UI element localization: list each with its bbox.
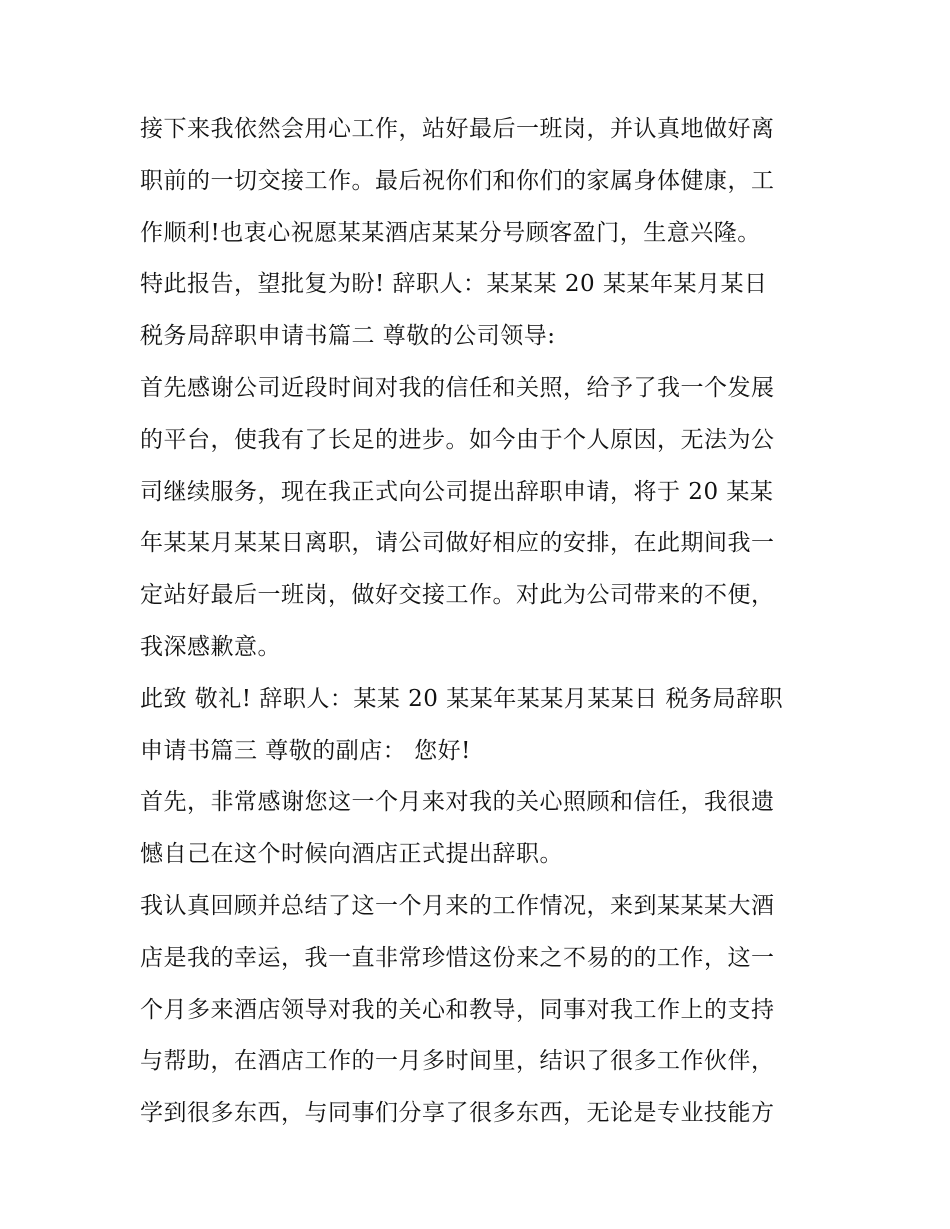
text-line: 我深感歉意。 xyxy=(140,633,281,660)
text-line: 此致 敬礼! 辞职人：某某 20 某某年某某月某某日 税务局辞职 xyxy=(140,685,784,712)
text-line: 与帮助，在酒店工作的一月多时间里，结识了很多工作伙伴， xyxy=(140,1048,775,1075)
text-line: 的平台，使我有了长足的进步。如今由于个人原因，无法为公 xyxy=(140,426,775,453)
text-line: 我认真回顾并总结了这一个月来的工作情况，来到某某某大酒 xyxy=(140,892,775,919)
text-line: 申请书篇三 尊敬的副店： 您好! xyxy=(140,737,471,764)
text-line: 职前的一切交接工作。最后祝你们和你们的家属身体健康，工 xyxy=(140,167,775,194)
text-line: 税务局辞职申请书篇二 尊敬的公司领导: xyxy=(140,323,556,350)
text-line: 店是我的幸运，我一直非常珍惜这份来之不易的的工作，这一 xyxy=(140,944,775,971)
text-line: 司继续服务，现在我正式向公司提出辞职申请，将于 20 某某 xyxy=(140,478,774,505)
text-line: 憾自己在这个时候向酒店正式提出辞职。 xyxy=(140,841,563,868)
document-body xyxy=(140,106,820,1142)
text-line: 特此报告，望批复为盼! 辞职人：某某某 20 某某年某月某日 xyxy=(140,271,768,298)
text-line: 年某某月某某日离职，请公司做好相应的安排，在此期间我一 xyxy=(140,530,775,557)
text-line: 首先，非常感谢您这一个月来对我的关心照顾和信任，我很遗 xyxy=(140,789,775,816)
text-line: 个月多来酒店领导对我的关心和教导，同事对我工作上的支持 xyxy=(140,996,775,1023)
text-line: 接下来我依然会用心工作，站好最后一班岗，并认真地做好离 xyxy=(140,116,775,142)
text-line: 作顺利!也衷心祝愿某某酒店某某分号顾客盈门，生意兴隆。 xyxy=(140,219,761,246)
text-line: 定站好最后一班岗，做好交接工作。对此为公司带来的不便， xyxy=(140,582,775,609)
text-line: 学到很多东西，与同事们分享了很多东西，无论是专业技能方 xyxy=(140,1100,775,1127)
text-line: 首先感谢公司近段时间对我的信任和关照，给予了我一个发展 xyxy=(140,374,775,401)
